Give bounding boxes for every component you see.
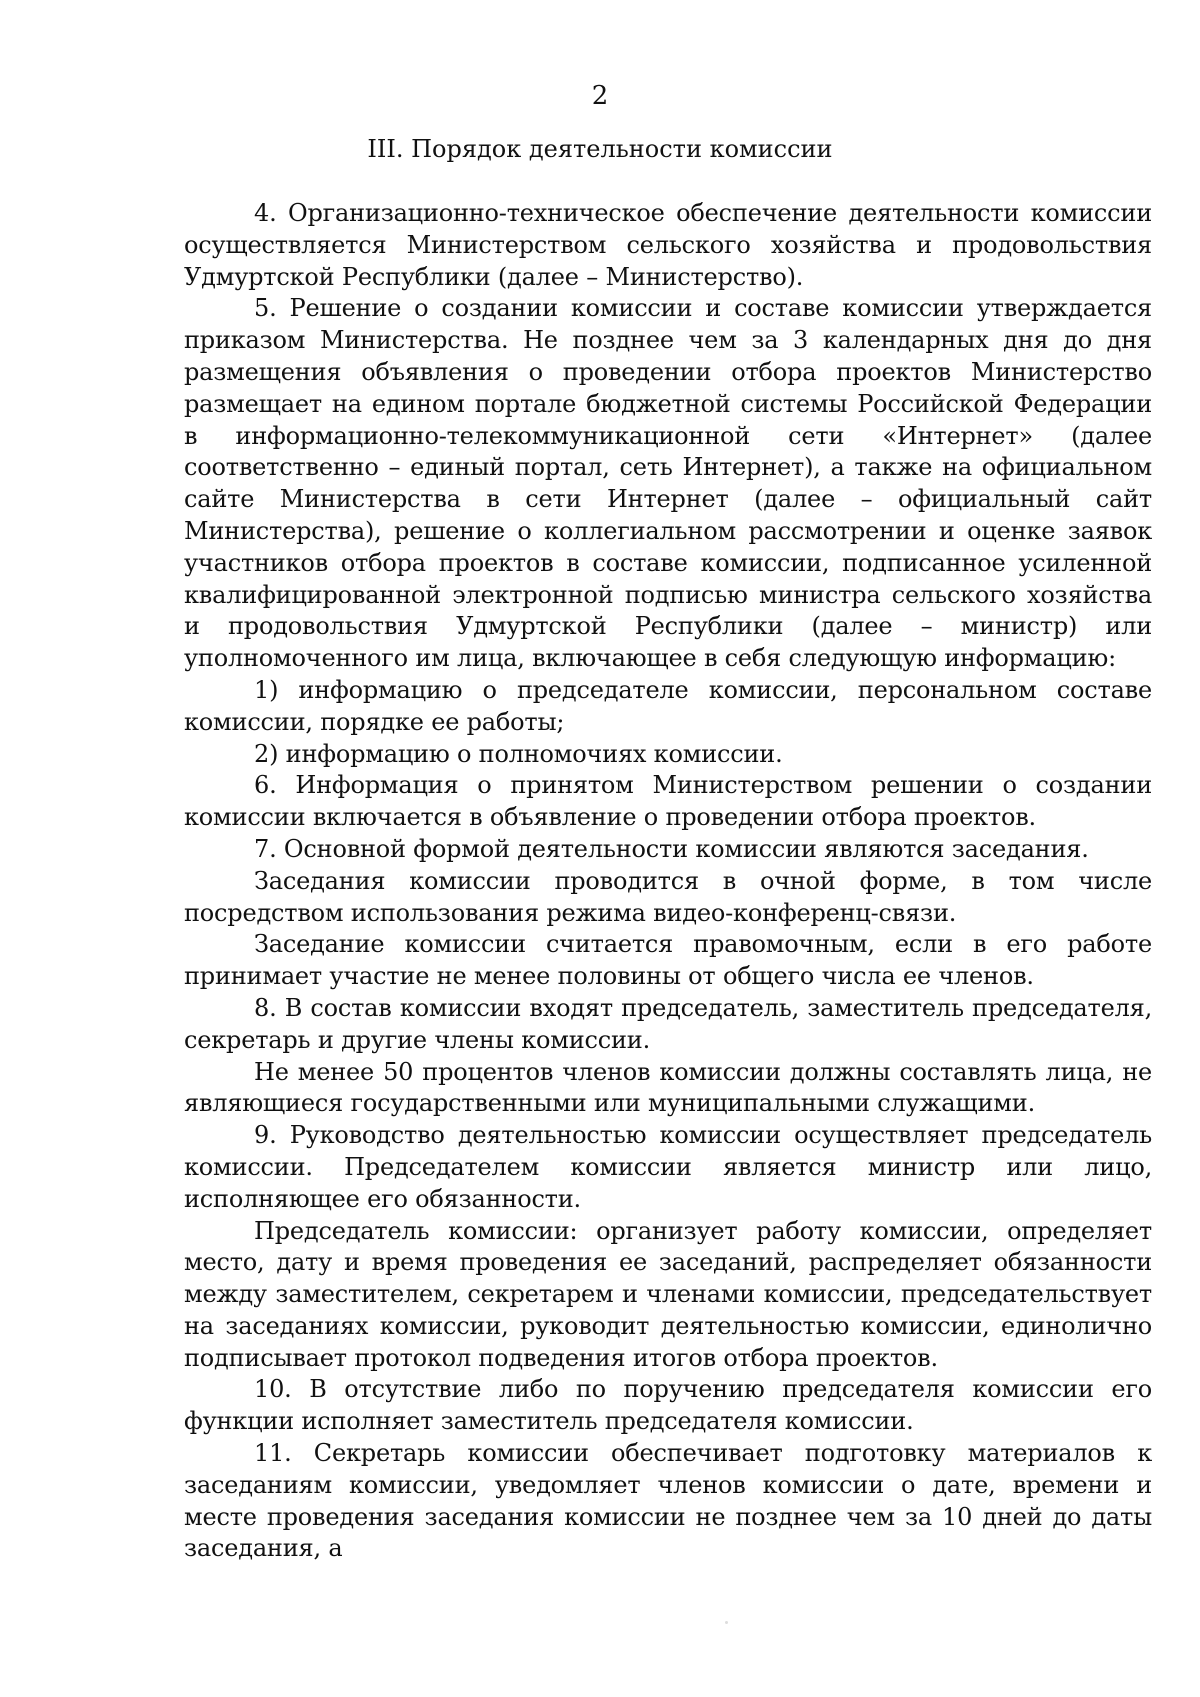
- section-title: III. Порядок деятельности комиссии: [367, 135, 833, 163]
- paragraph-clause-8: 8. В состав комиссии входят председатель, заместитель председателя, секретарь и другие члены комиссии.: [184, 993, 1152, 1054]
- paragraph-clause-5: 5. Решение о создании комиссии и составе комиссии утверждается приказом Министерства. Не позднее чем за 3 календарных дня до дня размещения объявления о проведении отбора проектов Министерство размещает на едином портале бюджетной системы Российской Федерации в информационно-телекоммуникационной сети «Интернет» (далее соответственно – единый портал, сеть Интернет), а также на официальном сайте Министерства в сети Интернет (далее – официальный сайт Министерства), решение о коллегиальном рассмотрении и оценке заявок участников отбора проектов в составе комиссии, подписанное усиленной квалифицированной электронной подписью министра сельского хозяйства и продовольствия Удмуртской Республики (далее – министр) или уполномоченного им лица, включающее в себя следующую информацию:: [184, 294, 1152, 673]
- scan-speck: [725, 1621, 728, 1624]
- paragraph-clause-6: 6. Информация о принятом Министерством решении о создании комиссии включается в объявление о проведении отбора проектов.: [184, 771, 1152, 832]
- paragraph-meeting-form: Заседания комиссии проводится в очной форме, в том числе посредством использования режима видео-конференц-связи.: [184, 866, 1152, 927]
- paragraph-clause-4: 4. Организационно-техническое обеспечение деятельности комиссии осуществляется Министерством сельского хозяйства и продовольствия Удмуртской Республики (далее – Министерство).: [184, 199, 1152, 291]
- page-number: 2: [591, 81, 609, 111]
- paragraph-quorum: Заседание комиссии считается правомочным, если в его работе принимает участие не менее половины от общего числа ее членов.: [184, 930, 1152, 991]
- paragraph-clause-5-item-2: 2) информацию о полномочиях комиссии.: [254, 739, 783, 768]
- paragraph-clause-9: 9. Руководство деятельностью комиссии осуществляет председатель комиссии. Председателем комиссии является министр или лицо, исполняющее его обязанности.: [184, 1121, 1152, 1213]
- paragraph-clause-11: 11. Секретарь комиссии обеспечивает подготовку материалов к заседаниям комиссии, уведомляет членов комиссии о дате, времени и месте проведения заседания комиссии не позднее чем за 10 дней до даты заседания, а: [184, 1439, 1152, 1563]
- paragraph-clause-7: 7. Основной формой деятельности комиссии являются заседания.: [254, 834, 1089, 863]
- paragraph-members-share: Не менее 50 процентов членов комиссии должны составлять лица, не являющиеся государственными или муниципальными служащими.: [184, 1057, 1152, 1118]
- paragraph-chairman-duties: Председатель комиссии: организует работу комиссии, определяет место, дату и время проведения ее заседаний, распределяет обязанности между заместителем, секретарем и членами комиссии, председательствует на заседаниях комиссии, руководит деятельностью комиссии, единолично подписывает протокол подведения итогов отбора проектов.: [184, 1216, 1152, 1372]
- paragraph-clause-10: 10. В отсутствие либо по поручению председателя комиссии его функции исполняет заместитель председателя комиссии.: [184, 1375, 1152, 1436]
- document-body: [184, 198, 1152, 1565]
- paragraph-clause-5-item-1: 1) информацию о председателе комиссии, персональном составе комиссии, порядке ее работы;: [184, 675, 1152, 736]
